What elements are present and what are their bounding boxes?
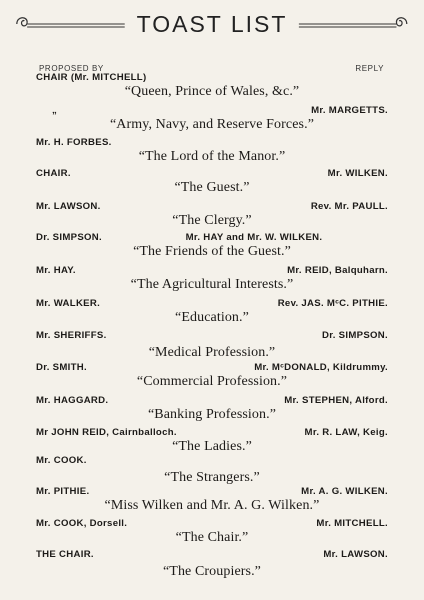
toast-entry [36,105,388,137]
toast-entry [36,330,388,362]
toast-entry [36,486,388,518]
proposer: Mr. SHERIFFS. [36,330,107,341]
toast-entry [36,298,388,330]
header [14,9,410,39]
proposer: CHAIR (Mr. MITCHELL) [36,72,147,83]
toast-title: “Banking Profession.” [147,407,277,422]
replier: Rev. Mr. PAULL. [310,201,388,212]
toast-entry [36,265,388,298]
proposer: Mr. PITHIE. [36,486,90,497]
toast-title: “Commercial Profession.” [136,374,288,389]
proposed-by-header: PROPOSED BY [39,64,104,73]
toast-title: “The Strangers.” [164,470,260,485]
toast-entry [36,549,388,579]
toast-entry [36,395,388,427]
proposer: Mr. LAWSON. [36,201,101,212]
toast-title: “The Friends of the Guest.” [133,244,291,259]
toast-title: “The Agricultural Interests.” [130,277,294,292]
replier: Mr. R. LAW, Keig. [304,427,388,438]
toast-title: “The Lord of the Manor.” [138,149,286,164]
toast-title: “Miss Wilken and Mr. A. G. Wilken.” [104,498,320,513]
proposer: Mr. H. FORBES. [36,137,112,148]
toast-entry [36,427,388,455]
toast-entry [36,72,388,105]
replier: Rev. JAS. MᶜC. PITHIE. [277,298,388,309]
replier: Mr. MITCHELL. [316,518,388,529]
replier: Mr. WILKEN. [327,168,388,179]
proposer: Mr. COOK, Dorsell. [36,518,128,529]
toast-entry [36,362,388,395]
toast-entry [36,518,388,549]
toast-title: “Army, Navy, and Reserve Forces.” [109,117,315,132]
toast-entries [36,72,388,579]
toast-title: “The Croupiers.” [162,564,261,579]
toast-title: “The Chair.” [175,530,249,545]
replier: Mr. REID, Balquharn. [287,265,388,276]
toast-entry [36,232,388,265]
replier: Mr. MᶜDONALD, Kildrummy. [254,362,388,373]
replier: Mr. LAWSON. [323,549,388,560]
left-scroll-ornament-icon [14,12,127,36]
proposer: Mr. HAGGARD. [36,395,109,406]
proposer: Dr. SIMPSON. [36,232,102,243]
right-scroll-ornament-icon [297,12,410,36]
proposer: THE CHAIR. [36,549,94,560]
replier: Dr. SIMPSON. [322,330,388,341]
proposer: „ [52,105,58,116]
replier: Mr. MARGETTS. [311,105,388,116]
toast-entry [36,137,388,168]
toast-title: “The Guest.” [174,180,250,195]
toast-title: “Queen, Prince of Wales, &c.” [124,84,300,99]
toast-entry [36,168,388,201]
toast-title: “The Ladies.” [172,439,252,454]
proposer: Mr. HAY. [36,265,76,276]
reply-header: REPLY [355,64,384,73]
toast-title: “Medical Profession.” [148,345,276,360]
toast-entry [36,201,388,232]
proposer: Mr. WALKER. [36,298,101,309]
proposer: Mr JOHN REID, Cairnballoch. [36,427,177,438]
toast-entry [36,455,388,486]
proposer: Dr. SMITH. [36,362,87,373]
joint-reply: Mr. HAY and Mr. W. WILKEN. [185,232,323,243]
replier: Mr. STEPHEN, Alford. [284,395,388,406]
toast-title: “The Clergy.” [172,213,252,228]
replier: Mr. A. G. WILKEN. [301,486,388,497]
proposer: CHAIR. [36,168,71,179]
proposer: Mr. COOK. [36,455,87,466]
toast-title: “Education.” [175,310,249,325]
page-title: TOAST LIST [136,10,288,37]
